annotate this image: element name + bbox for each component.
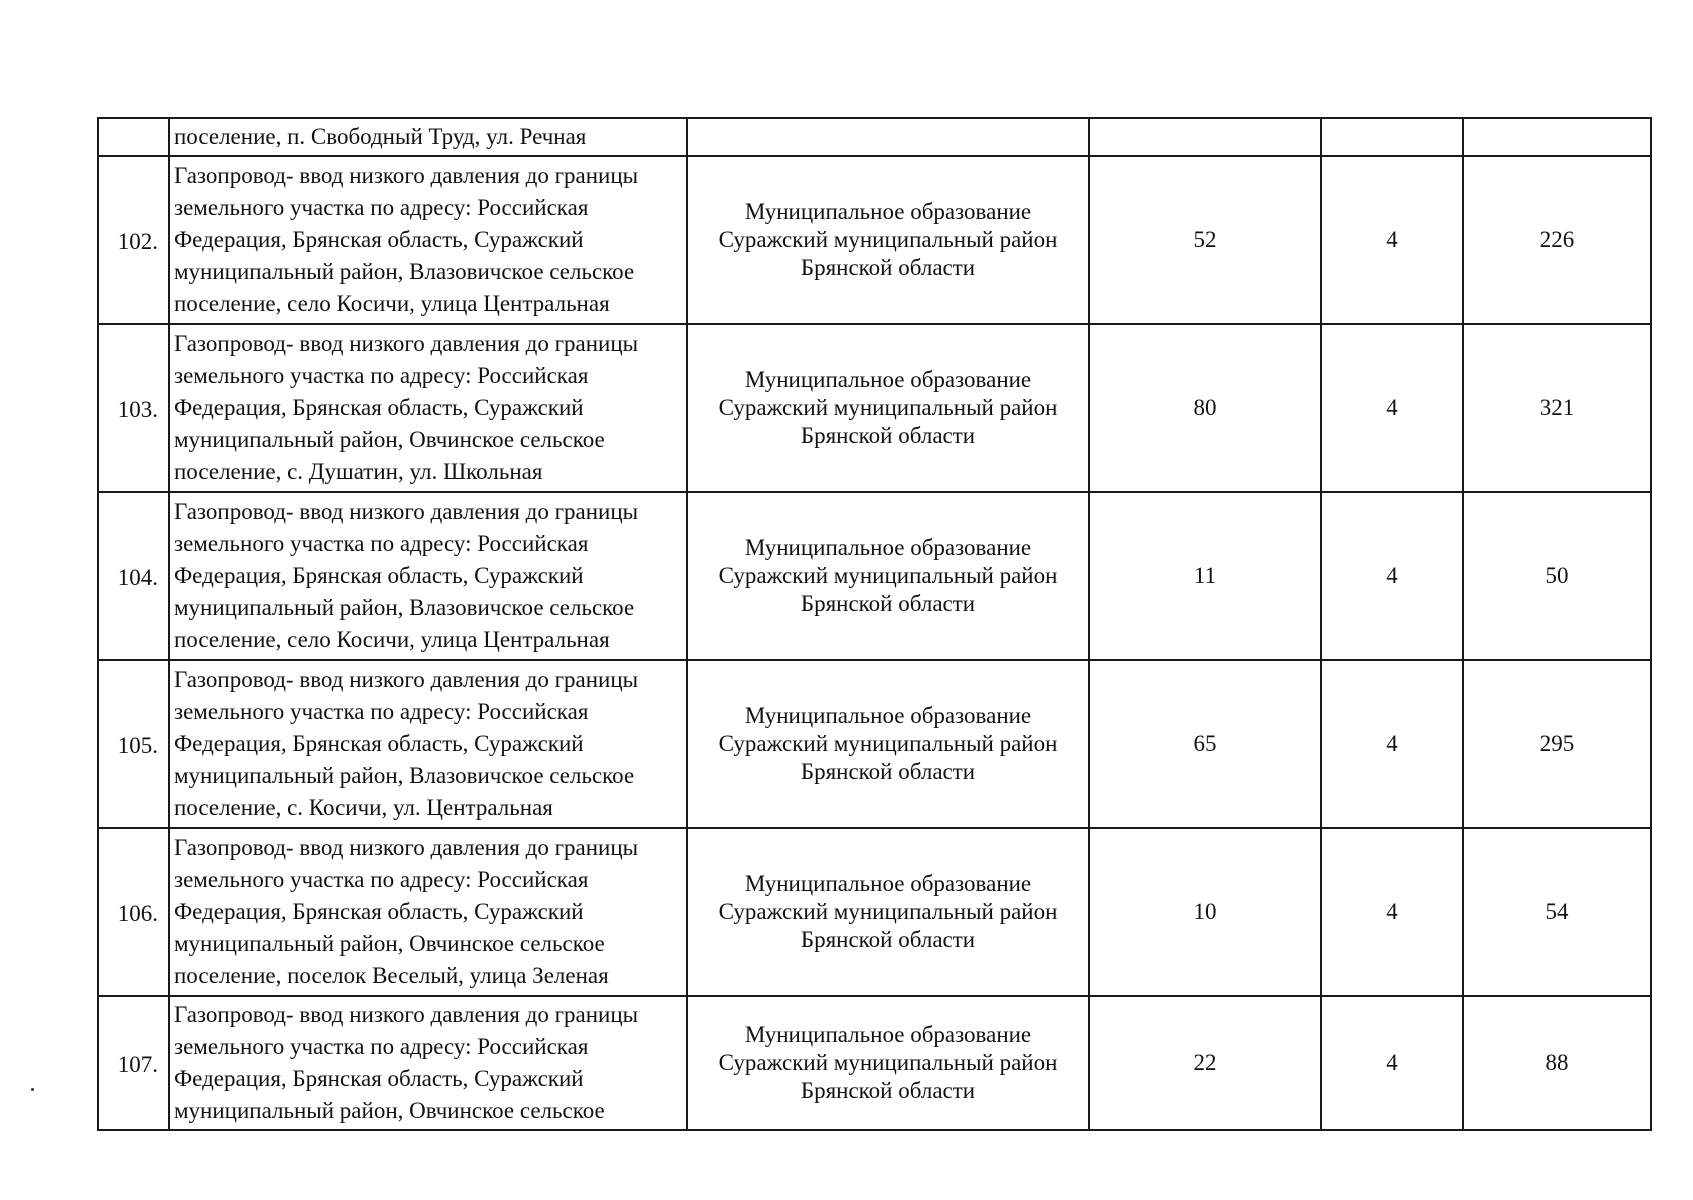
description-line: муниципальный район, Овчинское сельское bbox=[174, 1098, 605, 1123]
description-line: земельного участка по адресу: Российская bbox=[174, 699, 589, 724]
owner-cell bbox=[687, 118, 1089, 156]
description-line: муниципальный район, Влазовичское сельское bbox=[174, 259, 635, 284]
owner-line: Муниципальное образование bbox=[744, 367, 1032, 392]
description-line: поселение, село Косичи, улица Центральная bbox=[174, 291, 610, 316]
description-line: земельного участка по адресу: Российская bbox=[174, 867, 589, 892]
table-row bbox=[98, 660, 1651, 828]
owner-line: Брянской области bbox=[800, 255, 976, 280]
description-line: муниципальный район, Овчинское сельское bbox=[174, 931, 605, 956]
description-line: Федерация, Брянская область, Суражский bbox=[174, 899, 584, 924]
owner-line: Суражский муниципальный район bbox=[718, 899, 1058, 924]
row-number-cell: 104. bbox=[98, 492, 169, 660]
value-cell-col4: 80 bbox=[1089, 324, 1321, 492]
registry-table-body bbox=[98, 118, 1651, 1130]
description-line: Газопровод- ввод низкого давления до границы bbox=[174, 163, 639, 188]
row-number-cell: 103. bbox=[98, 324, 169, 492]
row-number-cell: 105. bbox=[98, 660, 169, 828]
description-line: поселение, с. Душатин, ул. Школьная bbox=[174, 459, 543, 484]
description-line: Федерация, Брянская область, Суражский bbox=[174, 227, 584, 252]
owner-cell bbox=[687, 156, 1089, 324]
value-cell-col5: 4 bbox=[1321, 492, 1463, 660]
object-description-cell bbox=[169, 156, 687, 324]
description-line: муниципальный район, Влазовичское сельское bbox=[174, 763, 635, 788]
value-cell-col4: 65 bbox=[1089, 660, 1321, 828]
object-description-cell bbox=[169, 660, 687, 828]
owner-line: Брянской области bbox=[800, 591, 976, 616]
value-cell-col6: 54 bbox=[1463, 828, 1651, 996]
value-cell-col6: 50 bbox=[1463, 492, 1651, 660]
row-number-cell bbox=[98, 118, 169, 156]
value-cell-col5: 4 bbox=[1321, 156, 1463, 324]
row-number-cell: 102. bbox=[98, 156, 169, 324]
owner-line: Муниципальное образование bbox=[744, 535, 1032, 560]
description-line: поселение, п. Свободный Труд, ул. Речная bbox=[174, 124, 587, 149]
description-line: Федерация, Брянская область, Суражский bbox=[174, 563, 584, 588]
description-line: муниципальный район, Овчинское сельское bbox=[174, 427, 605, 452]
owner-line: Суражский муниципальный район bbox=[718, 731, 1058, 756]
value-cell-col5 bbox=[1321, 118, 1463, 156]
object-description-cell bbox=[169, 996, 687, 1130]
description-line: Газопровод- ввод низкого давления до границы bbox=[174, 1002, 639, 1027]
owner-cell bbox=[687, 324, 1089, 492]
table-row bbox=[98, 996, 1651, 1130]
value-cell-col4: 10 bbox=[1089, 828, 1321, 996]
description-line: земельного участка по адресу: Российская bbox=[174, 363, 589, 388]
description-line: муниципальный район, Влазовичское сельское bbox=[174, 595, 635, 620]
table-row bbox=[98, 828, 1651, 996]
description-line: земельного участка по адресу: Российская bbox=[174, 531, 589, 556]
object-description-cell bbox=[169, 118, 687, 156]
description-line: земельного участка по адресу: Российская bbox=[174, 1034, 589, 1059]
owner-line: Суражский муниципальный район bbox=[718, 1050, 1058, 1075]
owner-line: Муниципальное образование bbox=[744, 1022, 1032, 1047]
owner-line: Суражский муниципальный район bbox=[718, 395, 1058, 420]
table-row bbox=[98, 156, 1651, 324]
value-cell-col4: 11 bbox=[1089, 492, 1321, 660]
description-line: Газопровод- ввод низкого давления до границы bbox=[174, 667, 639, 692]
description-line: Федерация, Брянская область, Суражский bbox=[174, 1066, 584, 1091]
description-line: земельного участка по адресу: Российская bbox=[174, 195, 589, 220]
scan-speck bbox=[31, 1088, 34, 1091]
owner-line: Брянской области bbox=[800, 927, 976, 952]
value-cell-col4: 52 bbox=[1089, 156, 1321, 324]
owner-line: Суражский муниципальный район bbox=[718, 227, 1058, 252]
owner-line: Брянской области bbox=[800, 1078, 976, 1103]
description-line: Федерация, Брянская область, Суражский bbox=[174, 395, 584, 420]
owner-cell bbox=[687, 660, 1089, 828]
owner-line: Муниципальное образование bbox=[744, 871, 1032, 896]
table-row bbox=[98, 324, 1651, 492]
row-number-cell: 106. bbox=[98, 828, 169, 996]
owner-line: Брянской области bbox=[800, 759, 976, 784]
row-number-cell: 107. bbox=[98, 996, 169, 1130]
object-description-cell bbox=[169, 324, 687, 492]
value-cell-col4 bbox=[1089, 118, 1321, 156]
registry-table bbox=[97, 117, 1652, 1131]
object-description-cell bbox=[169, 828, 687, 996]
owner-cell bbox=[687, 492, 1089, 660]
description-line: поселение, с. Косичи, ул. Центральная bbox=[174, 795, 553, 820]
owner-cell bbox=[687, 996, 1089, 1130]
value-cell-col5: 4 bbox=[1321, 660, 1463, 828]
value-cell-col5: 4 bbox=[1321, 828, 1463, 996]
owner-line: Муниципальное образование bbox=[744, 703, 1032, 728]
description-line: Газопровод- ввод низкого давления до границы bbox=[174, 499, 639, 524]
owner-line: Суражский муниципальный район bbox=[718, 563, 1058, 588]
description-line: Газопровод- ввод низкого давления до границы bbox=[174, 331, 639, 356]
value-cell-col6 bbox=[1463, 118, 1651, 156]
value-cell-col5: 4 bbox=[1321, 996, 1463, 1130]
description-line: поселение, село Косичи, улица Центральная bbox=[174, 627, 610, 652]
description-line: Федерация, Брянская область, Суражский bbox=[174, 731, 584, 756]
table-row bbox=[98, 492, 1651, 660]
value-cell-col6: 321 bbox=[1463, 324, 1651, 492]
table-row-continued bbox=[98, 118, 1651, 156]
value-cell-col4: 22 bbox=[1089, 996, 1321, 1130]
value-cell-col6: 226 bbox=[1463, 156, 1651, 324]
owner-line: Муниципальное образование bbox=[744, 199, 1032, 224]
value-cell-col5: 4 bbox=[1321, 324, 1463, 492]
description-line: Газопровод- ввод низкого давления до границы bbox=[174, 835, 639, 860]
value-cell-col6: 88 bbox=[1463, 996, 1651, 1130]
description-line: поселение, поселок Веселый, улица Зеленая bbox=[174, 963, 609, 988]
owner-cell bbox=[687, 828, 1089, 996]
owner-line: Брянской области bbox=[800, 423, 976, 448]
value-cell-col6: 295 bbox=[1463, 660, 1651, 828]
object-description-cell bbox=[169, 492, 687, 660]
